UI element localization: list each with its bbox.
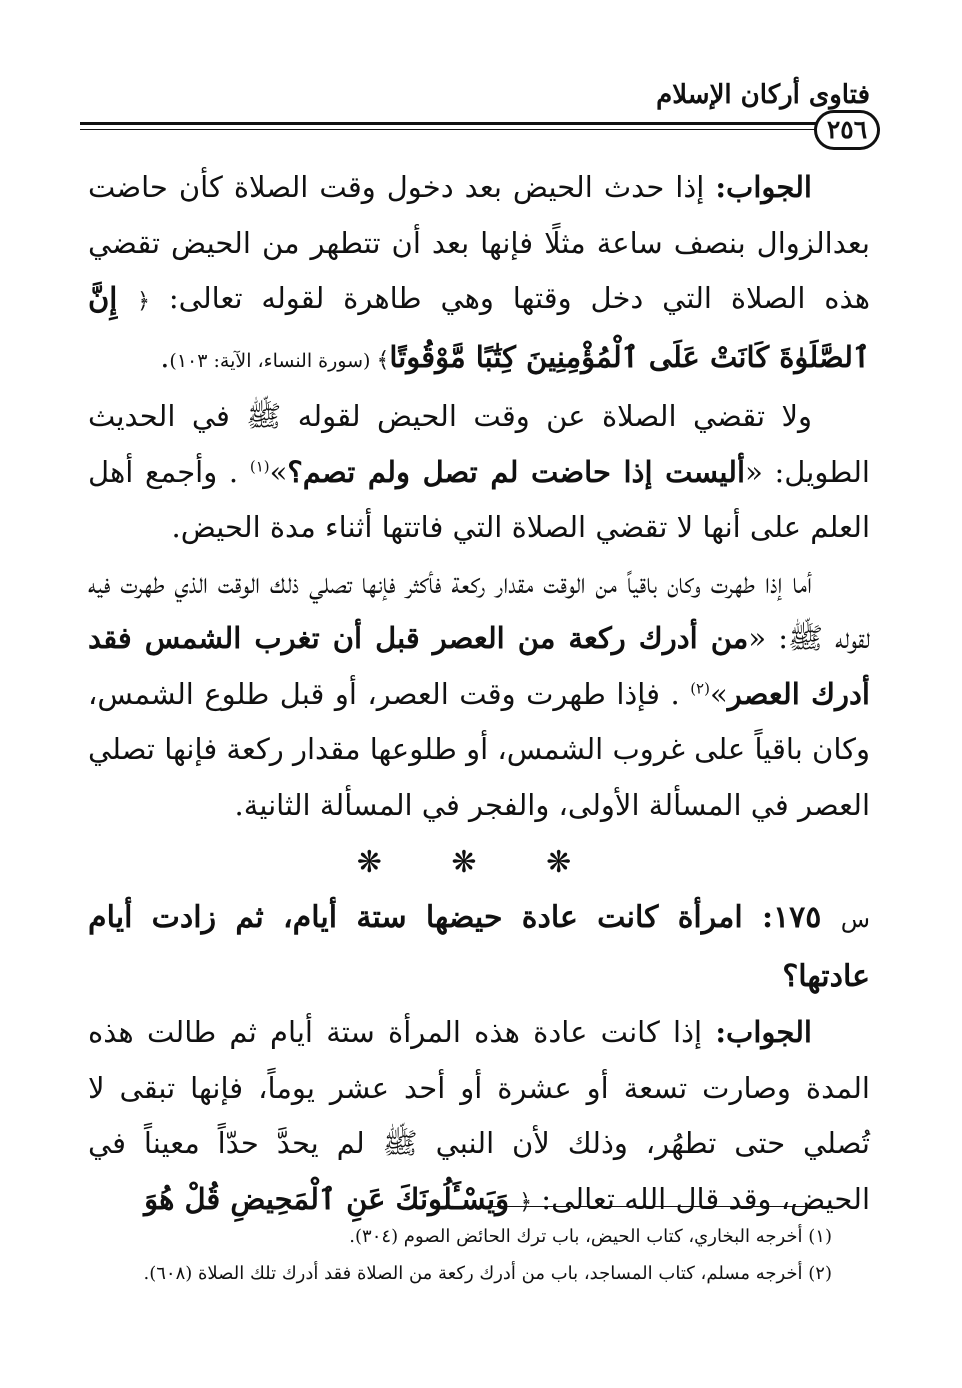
- quran-bracket-open: ﴿: [519, 1189, 533, 1215]
- main-text: [88, 160, 870, 1230]
- footnote-2: (٢) أخرجه مسلم، كتاب المساجد، باب من أدرك ركعة من الصلاة فقد أدرك تلك الصلاة (٦٠٨).: [143, 1263, 832, 1284]
- paragraph-3: [88, 556, 870, 834]
- paragraph-answer-1: [88, 160, 870, 389]
- quote-close: »: [269, 454, 288, 489]
- footnotes: [88, 1218, 832, 1292]
- quran-bracket-open: ﴿: [137, 289, 150, 314]
- paragraph-2: [88, 389, 870, 556]
- header-rule: [80, 122, 824, 125]
- page-number: ٢٥٦: [814, 110, 880, 150]
- quran-bracket-close: ﴾: [376, 347, 390, 373]
- footnote-marker-2[interactable]: (٢): [690, 678, 710, 697]
- footnote-1: (١) أخرجه البخاري، كتاب الحيض، باب ترك الحائض الصوم (٣٠٤).: [349, 1226, 832, 1247]
- paragraph-text-rest: . وأجمع أهل العلم على أنها لا تقضي الصلاة التي فاتتها أثناء مدة الحيض.: [88, 454, 870, 544]
- verse-reference: (سورة النساء، الآية: ١٠٣): [169, 349, 377, 372]
- answer-label: الجواب:: [715, 170, 812, 204]
- hadith-quote: من أدرك ركعة من العصر قبل أن تغرب الشمس فقد أدرك العصر: [88, 621, 870, 711]
- quote-close: »: [709, 676, 728, 711]
- header-rule-thin: [80, 129, 824, 130]
- paragraph-answer-2: [88, 1005, 870, 1230]
- quran-verse: إِنَّ ٱلصَّلَوٰةَ كَانَتْ عَلَى ٱلْمُؤْمِنِينَ كِتَٰبًا مَّوْقُوتًا: [88, 281, 870, 374]
- quran-verse: وَيَسْـَٔلُونَكَ عَنِ ٱلْمَحِيضِ قُلْ هُوَ: [144, 1181, 520, 1216]
- question-text: ١٧٥: امرأة كانت عادة حيضها ستة أيام، ثم زادت أيام عادتها؟: [88, 900, 870, 994]
- question-175: [88, 889, 870, 1005]
- paragraph-text: إذا كانت عادة هذه المرأة ستة أيام ثم طالت هذه المدة وصارت تسعة أو عشرة أو أحد عشر يوماً، فإنها تبقى لا تُصلي حتى تطهُر، وذلك لأن النبي ﷺ لم يحدَّ حدّاً معيناً في الحيض، وقد قال الله تعالى:: [88, 1015, 870, 1216]
- paragraph-text-rest: . فإذا طهرت وقت العصر، أو قبل طلوع الشمس، وكان باقياً على غروب الشمس، أو طلوعها مقدار ركعة فإنها تصلي العصر في المسألة الأولى، والفجر في المسألة الثانية.: [88, 676, 870, 822]
- footnote-separator: [482, 1206, 832, 1207]
- paragraph-text: ولا تقضي الصلاة عن وقت الحيض لقوله ﷺ في الحديث الطويل: «: [88, 399, 870, 489]
- section-separator: ❋ ❋ ❋: [356, 845, 602, 880]
- paragraph-text: أما إذا طهرت وكان باقياً من الوقت مقدار ركعة فأكثر فإنها تصلي ذلك الوقت الذي طهرت فيه لقوله ﷺ: «: [88, 565, 870, 655]
- sentence-end: .: [160, 339, 170, 374]
- question-marker: س: [840, 905, 870, 933]
- paragraph-text: إذا حدث الحيض بعد دخول وقت الصلاة كأن حاضت بعدالزوال بنصف ساعة مثلًا فإنها بعد أن تتطهر من الحيض تقضي هذه الصلاة التي دخل وقتها وهي طاهرة لقوله تعالى:: [88, 170, 870, 315]
- footnote-marker-1[interactable]: (١): [249, 456, 270, 475]
- running-header-title: فتاوى أركان الإسلام: [656, 80, 870, 110]
- answer-label: الجواب:: [715, 1015, 812, 1049]
- hadith-quote: أليست إذا حاضت لم تصل ولم تصم؟: [287, 454, 746, 489]
